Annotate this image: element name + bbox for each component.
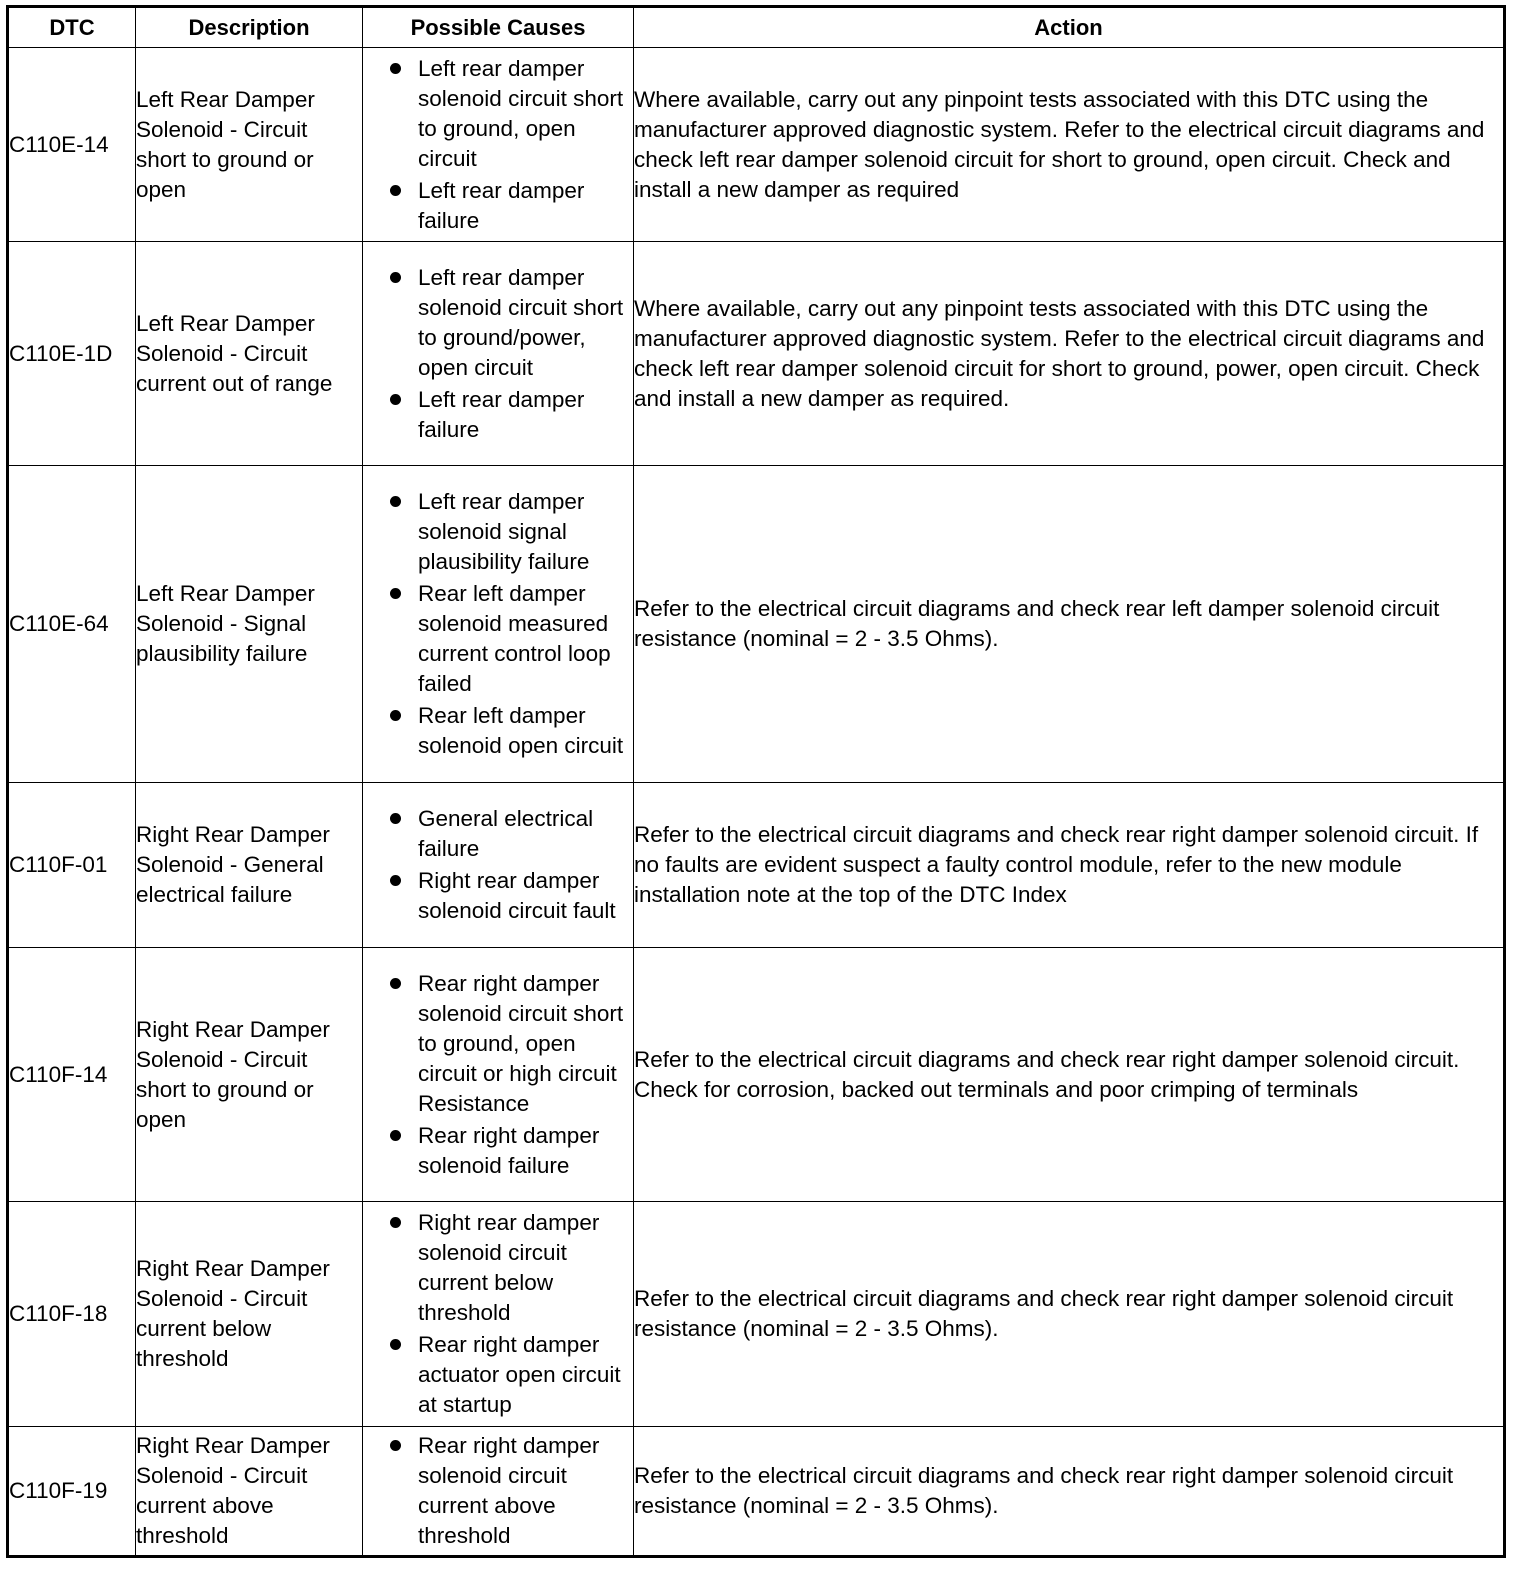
dtc-code: C110F-01 bbox=[8, 783, 136, 948]
cause-item bbox=[363, 1208, 633, 1328]
bullet-icon bbox=[390, 588, 401, 599]
cause-text: Right rear damper solenoid circuit current below threshold bbox=[418, 1210, 600, 1325]
header-row bbox=[8, 7, 1505, 48]
description: Right Rear Damper Solenoid - General electrical failure bbox=[136, 783, 363, 948]
possible-causes bbox=[363, 466, 634, 783]
possible-causes bbox=[363, 1202, 634, 1427]
bullet-icon bbox=[390, 875, 401, 886]
table-row bbox=[8, 783, 1505, 948]
cause-item bbox=[363, 804, 633, 864]
dtc-code: C110F-14 bbox=[8, 948, 136, 1202]
bullet-icon bbox=[390, 185, 401, 196]
table-row bbox=[8, 1427, 1505, 1557]
cause-text: General electrical failure bbox=[418, 806, 594, 861]
action: Refer to the electrical circuit diagrams and check rear right damper solenoid circuit. Check for corrosion, backed out terminals and poor crimping of terminals bbox=[634, 948, 1505, 1202]
cause-item bbox=[363, 1121, 633, 1181]
action: Where available, carry out any pinpoint tests associated with this DTC using the manufacturer approved diagnostic system. Refer to the electrical circuit diagrams and check left rear damper solenoid circuit for short to ground, open circuit. Check and install a new damper as required bbox=[634, 48, 1505, 242]
header-dtc: DTC bbox=[8, 7, 136, 48]
possible-causes bbox=[363, 948, 634, 1202]
cause-item bbox=[363, 969, 633, 1119]
cause-item bbox=[363, 866, 633, 926]
action: Refer to the electrical circuit diagrams and check rear right damper solenoid circuit resistance (nominal = 2 - 3.5 Ohms). bbox=[634, 1427, 1505, 1557]
possible-causes bbox=[363, 1427, 634, 1557]
action: Where available, carry out any pinpoint tests associated with this DTC using the manufacturer approved diagnostic system. Refer to the electrical circuit diagrams and check left rear damper solenoid circuit for short to ground, power, open circuit. Check and install a new damper as required. bbox=[634, 242, 1505, 466]
description: Left Rear Damper Solenoid - Circuit current out of range bbox=[136, 242, 363, 466]
cause-item bbox=[363, 579, 633, 699]
bullet-icon bbox=[390, 63, 401, 74]
cause-text: Left rear damper solenoid signal plausibility failure bbox=[418, 489, 590, 574]
cause-text: Left rear damper solenoid circuit short to ground/power, open circuit bbox=[418, 264, 624, 380]
bullet-icon bbox=[390, 496, 401, 507]
bullet-icon bbox=[390, 978, 401, 989]
cause-text: Rear left damper solenoid measured current control loop failed bbox=[418, 581, 611, 696]
table-row bbox=[8, 48, 1505, 242]
table-row bbox=[8, 242, 1505, 466]
cause-text: Rear right damper solenoid circuit current above threshold bbox=[418, 1433, 600, 1548]
cause-item bbox=[363, 54, 633, 174]
header-action: Action bbox=[634, 7, 1505, 48]
bullet-icon bbox=[390, 710, 401, 721]
bullet-icon bbox=[390, 813, 401, 824]
cause-text: Left rear damper failure bbox=[418, 386, 585, 442]
dtc-code: C110E-14 bbox=[8, 48, 136, 242]
description: Right Rear Damper Solenoid - Circuit current above threshold bbox=[136, 1427, 363, 1557]
cause-text: Right rear damper solenoid circuit fault bbox=[418, 868, 616, 923]
action: Refer to the electrical circuit diagrams and check rear right damper solenoid circuit resistance (nominal = 2 - 3.5 Ohms). bbox=[634, 1202, 1505, 1427]
action: Refer to the electrical circuit diagrams and check rear right damper solenoid circuit. If no faults are evident suspect a faulty control module, refer to the new module installation note at the top of the DTC Index bbox=[634, 783, 1505, 948]
cause-item bbox=[363, 1330, 633, 1420]
description: Left Rear Damper Solenoid - Circuit short to ground or open bbox=[136, 48, 363, 242]
possible-causes bbox=[363, 783, 634, 948]
cause-text: Left rear damper solenoid circuit short to ground, open circuit bbox=[418, 55, 624, 171]
cause-item bbox=[363, 1431, 633, 1551]
table-row bbox=[8, 1202, 1505, 1427]
cause-item bbox=[363, 385, 633, 445]
dtc-code: C110F-19 bbox=[8, 1427, 136, 1557]
bullet-icon bbox=[390, 1130, 401, 1141]
header-causes: Possible Causes bbox=[363, 7, 634, 48]
dtc-code: C110F-18 bbox=[8, 1202, 136, 1427]
possible-causes bbox=[363, 242, 634, 466]
bullet-icon bbox=[390, 1339, 401, 1350]
cause-item bbox=[363, 701, 633, 761]
bullet-icon bbox=[390, 394, 401, 405]
description: Left Rear Damper Solenoid - Signal plausibility failure bbox=[136, 466, 363, 783]
bullet-icon bbox=[390, 1217, 401, 1228]
dtc-table bbox=[6, 5, 1506, 1558]
table-row bbox=[8, 948, 1505, 1202]
cause-item bbox=[363, 263, 633, 383]
description: Right Rear Damper Solenoid - Circuit short to ground or open bbox=[136, 948, 363, 1202]
cause-item bbox=[363, 487, 633, 577]
action: Refer to the electrical circuit diagrams and check rear left damper solenoid circuit resistance (nominal = 2 - 3.5 Ohms). bbox=[634, 466, 1505, 783]
cause-text: Rear right damper actuator open circuit at startup bbox=[418, 1332, 621, 1417]
dtc-code: C110E-64 bbox=[8, 466, 136, 783]
dtc-code: C110E-1D bbox=[8, 242, 136, 466]
header-description: Description bbox=[136, 7, 363, 48]
cause-item bbox=[363, 176, 633, 236]
description: Right Rear Damper Solenoid - Circuit current below threshold bbox=[136, 1202, 363, 1427]
table-row bbox=[8, 466, 1505, 783]
possible-causes bbox=[363, 48, 634, 242]
cause-text: Rear right damper solenoid failure bbox=[418, 1122, 600, 1178]
bullet-icon bbox=[390, 272, 401, 283]
bullet-icon bbox=[390, 1440, 401, 1451]
cause-text: Left rear damper failure bbox=[418, 177, 585, 233]
cause-text: Rear left damper solenoid open circuit bbox=[418, 703, 624, 758]
cause-text: Rear right damper solenoid circuit short to ground, open circuit or high circuit Resistance bbox=[418, 970, 624, 1116]
